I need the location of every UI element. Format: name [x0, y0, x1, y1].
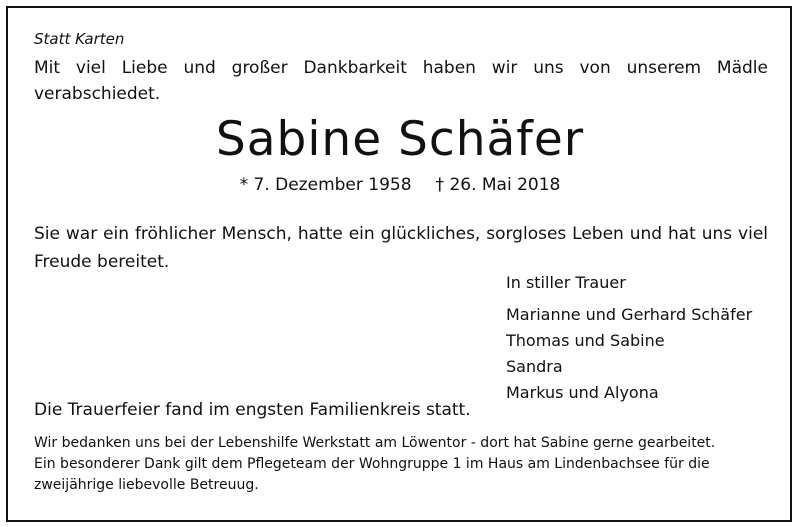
thanks-line: Wir bedanken uns bei der Lebenshilfe Werkstatt am Löwentor - dort hat Sabine gerne gearbeitet.	[34, 435, 716, 451]
characterization-text: Sie war ein fröhlicher Mensch, hatte ein glückliches, sorgloses Leben und hat uns viel Freude bereitet.	[34, 224, 768, 272]
service-note: Die Trauerfeier fand im engsten Familienkreis statt.	[34, 400, 471, 420]
death-date: † 26. Mai 2018	[435, 175, 561, 195]
intro-text: Mit viel Liebe und großer Dankbarkeit haben wir uns von unserem Mädle verabschiedet.	[34, 58, 768, 104]
mourners-block	[506, 270, 752, 406]
notice-header: Statt Karten	[34, 30, 125, 48]
deceased-name: Sabine Schäfer	[215, 112, 585, 167]
mourner-name: Thomas und Sabine	[506, 331, 665, 350]
thanks-block	[34, 433, 770, 496]
life-dates	[0, 175, 800, 195]
birth-date: * 7. Dezember 1958	[239, 175, 412, 195]
thanks-line: Ein besonderer Dank gilt dem Pflegeteam der Wohngruppe 1 im Haus am Lindenbachsee für die zweijährige liebevolle Betreuug.	[34, 456, 710, 493]
mourner-name: Sandra	[506, 357, 563, 376]
mourner-name: Markus und Alyona	[506, 383, 659, 402]
mourning-intro: In stiller Trauer	[506, 273, 626, 292]
mourner-name: Marianne und Gerhard Schäfer	[506, 305, 753, 324]
